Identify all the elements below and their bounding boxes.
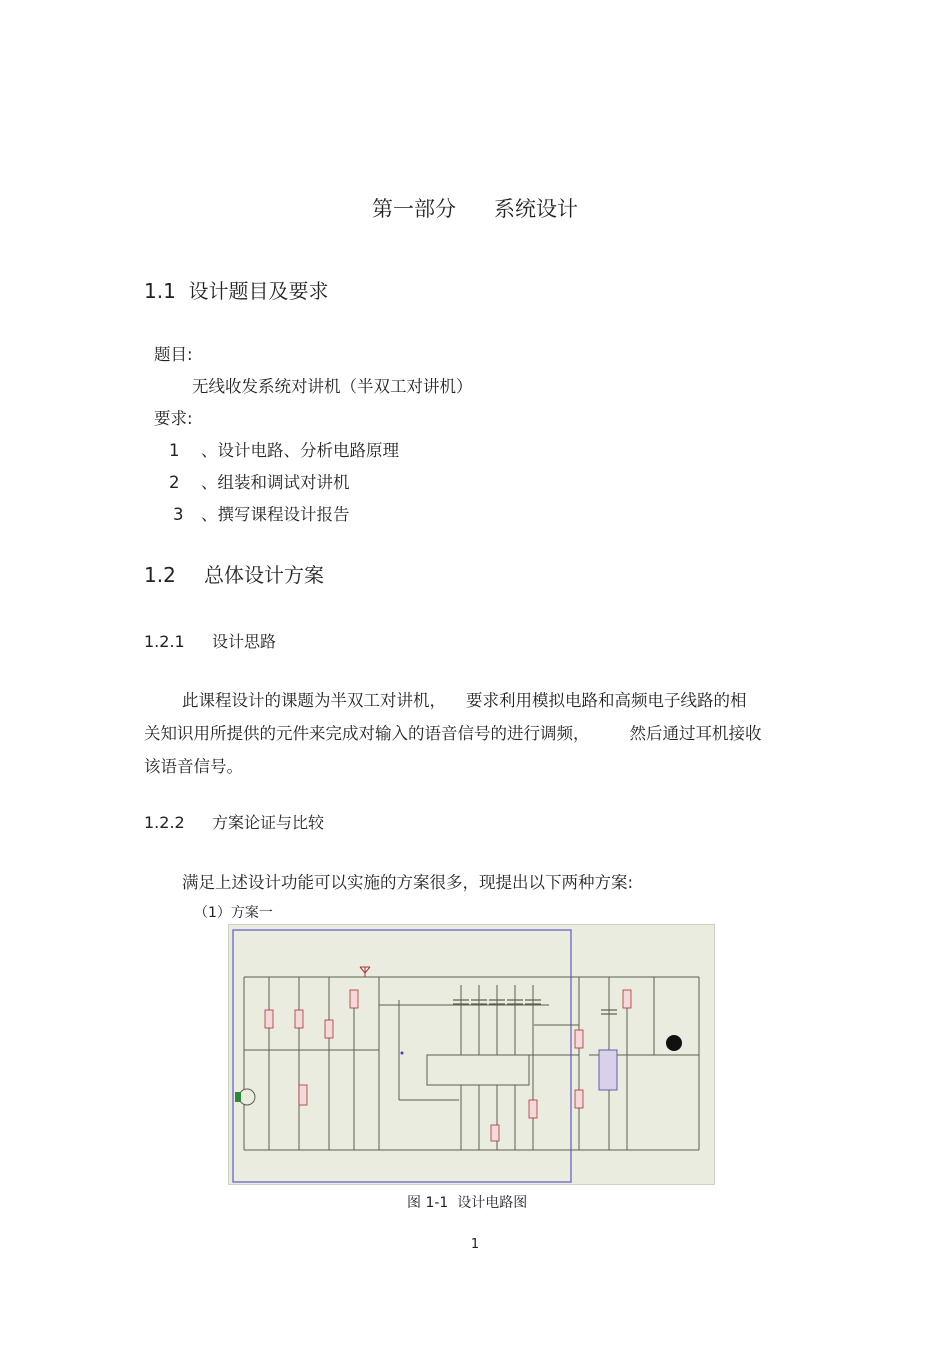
- section-number: 1.2.1: [144, 632, 185, 651]
- list-item: 2 、组装和调试对讲机: [169, 473, 350, 492]
- microphone-icon: [239, 1089, 255, 1105]
- topic-value: 无线收发系统对讲机（半双工对讲机）: [192, 377, 473, 396]
- paragraph-line: 该语音信号。: [144, 757, 243, 776]
- requirements-label: 要求:: [154, 409, 193, 428]
- topic-label: 题目:: [154, 345, 193, 364]
- antenna-icon: [360, 967, 370, 977]
- list-item: 1 、设计电路、分析电路原理: [169, 441, 399, 460]
- mic-connector: [235, 1092, 241, 1102]
- paragraph-line: 此课程设计的课题为半双工对讲机， 要求利用模拟电路和高频电子线路的相: [182, 691, 747, 710]
- scheme-label: （1）方案一: [194, 905, 273, 921]
- figure-caption: 图 1-1 设计电路图: [407, 1195, 528, 1211]
- part-label: 第一部分: [372, 197, 456, 221]
- paragraph: 满足上述设计功能可以实施的方案很多，现提出以下两种方案:: [182, 873, 634, 892]
- page-number: 1: [470, 1237, 480, 1252]
- section-1-2-1-heading: [144, 629, 276, 652]
- part-title: [0, 193, 950, 223]
- section-title: 方案论证与比较: [212, 813, 325, 832]
- marker-dot: [401, 1052, 404, 1055]
- capacitors: [453, 1000, 617, 1014]
- part-name: 系统设计: [494, 197, 578, 221]
- section-title: 总体设计方案: [204, 563, 324, 587]
- section-title: 设计思路: [212, 632, 277, 651]
- section-1-2-heading: [144, 559, 324, 588]
- section-1-2-2-heading: [144, 810, 324, 833]
- section-1-1-heading: [144, 275, 329, 304]
- section-number: 1.1: [144, 279, 176, 303]
- section-number: 1.2: [144, 563, 176, 587]
- ic-chip: [427, 1055, 529, 1085]
- list-item: 3 、撰写课程设计报告: [173, 505, 350, 524]
- section-title: 设计题目及要求: [188, 279, 329, 303]
- section-number: 1.2.2: [144, 813, 185, 832]
- circuit-schematic: [229, 925, 716, 1186]
- paragraph-line: 关知识用所提供的元件来完成对输入的语音信号的进行调频， 然后通过耳机接收: [144, 724, 762, 743]
- speaker-icon: [666, 1035, 682, 1051]
- ic-chip-small: [599, 1050, 617, 1090]
- circuit-diagram: [228, 924, 715, 1185]
